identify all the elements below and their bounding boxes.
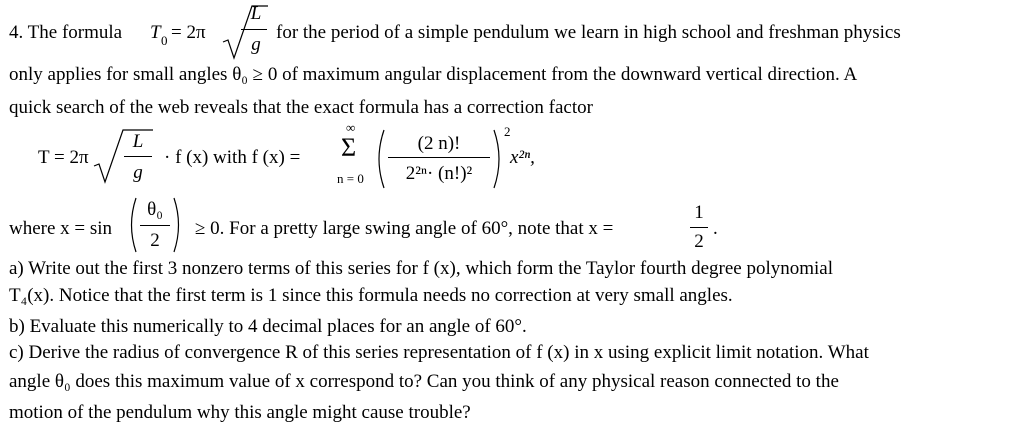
sum-lower-limit: n = 0 (337, 171, 364, 186)
formula-tail: x²ⁿ, (510, 147, 535, 168)
eq-2pi: = 2π (171, 22, 206, 43)
one-numerator: 1 (694, 202, 704, 223)
where-text: where x = sin (9, 218, 113, 239)
formula-T-eq: T = 2π (38, 147, 89, 168)
fraction-bar-4 (140, 225, 170, 226)
part-b: b) Evaluate this numerically to 4 decimal places for an angle of 60°. (9, 316, 527, 337)
t0-letter: T (150, 22, 161, 43)
part-c-line-1: c) Derive the radius of convergence R of this series representation of f (x) in x using explicit limit notation. What (9, 342, 869, 363)
fraction-L: L (250, 3, 262, 24)
fraction-bar-5 (690, 227, 708, 228)
problem-number: 4. (9, 22, 24, 43)
part-a-line-2: T₄(x). Notice that the first term is 1 since this formula needs no correction at very small angles. (9, 285, 733, 306)
part-c-line-2: angle θ₀ does this maximum value of x correspond to? Can you think of any physical reason connected to the (9, 371, 839, 392)
intro-text-b: for the period of a simple pendulum we learn in high school and freshman physics (276, 22, 901, 43)
fraction-numerator: (2 n)! (417, 133, 461, 154)
fraction-L-2: L (132, 131, 144, 152)
line-3: quick search of the web reveals that the exact formula has a correction factor (9, 97, 593, 118)
left-paren-2-icon (126, 196, 138, 254)
half-denominator: 2 (150, 230, 160, 251)
part-c-line-3: motion of the pendulum why this angle might cause trouble? (9, 402, 471, 423)
where-rest: ≥ 0. For a pretty large swing angle of 60°, note that x = (195, 218, 614, 239)
fraction-bar-2 (124, 156, 152, 157)
fraction-g: g (251, 34, 261, 55)
formula-f-of-x: · f (x) with f (x) = (164, 147, 301, 168)
line-1 (9, 22, 122, 44)
line-2: only applies for small angles θ₀ ≥ 0 of maximum angular displacement from the downward vertical direction. A (9, 64, 858, 85)
fraction-bar-3 (388, 157, 490, 158)
theta-zero: θ₀ (147, 199, 163, 220)
fraction-g-2: g (133, 162, 143, 183)
two-denominator: 2 (694, 231, 704, 252)
fraction-denominator: 2²ⁿ· (n!)² (405, 163, 473, 184)
left-paren-icon (372, 128, 386, 190)
sigma-icon: Σ (341, 133, 357, 162)
part-a-line-1: a) Write out the first 3 nonzero terms of this series for f (x), which form the Taylor fourth degree polynomial (9, 258, 833, 279)
fraction-bar-1 (241, 29, 267, 30)
sum-upper-limit: ∞ (346, 120, 356, 135)
t0-subscript: 0 (161, 33, 168, 48)
right-paren-2-icon (172, 196, 184, 254)
intro-text-a: The formula (27, 22, 123, 43)
paren-power: 2 (504, 124, 511, 139)
where-dot: . (713, 218, 718, 239)
t0-symbol (150, 22, 161, 44)
